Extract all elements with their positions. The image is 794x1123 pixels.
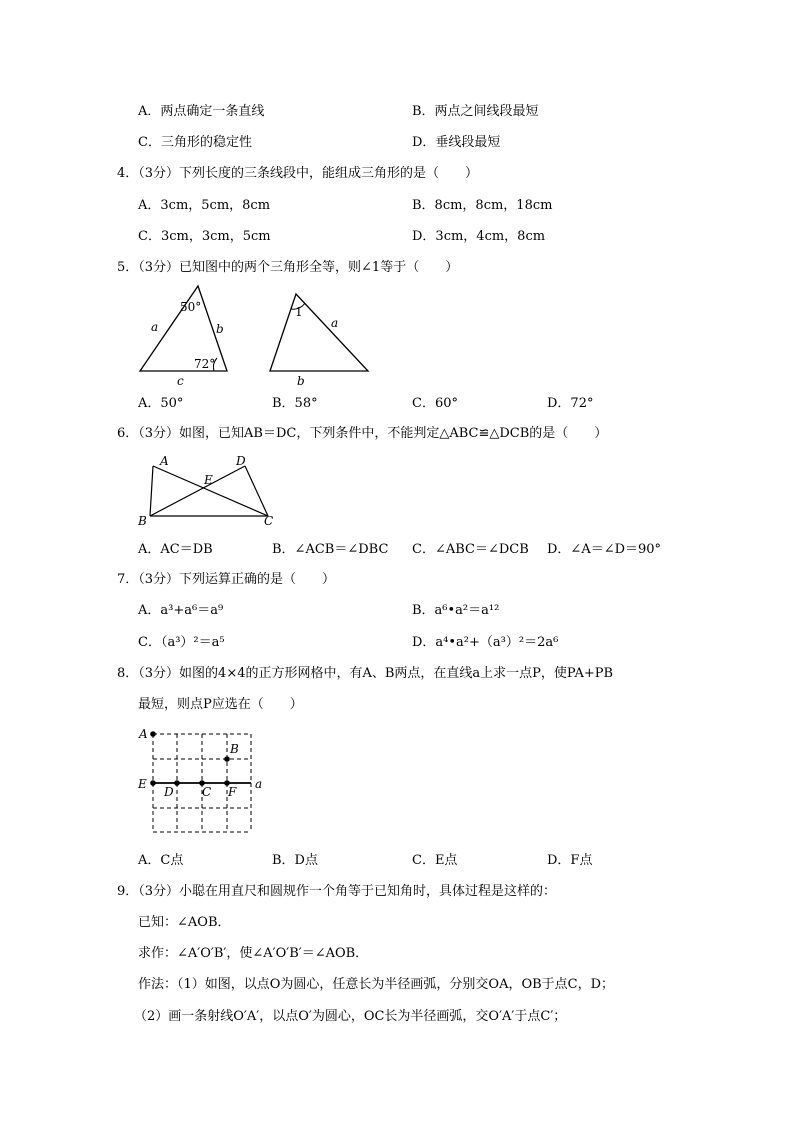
q9-stem: 9．（3分）小聪在用直尺和圆规作一个角等于已知角时，具体过程是这样的： [117, 884, 557, 899]
q9-method-step2: （2）画一条射线O′A′，以点O′为圆心，OC长为半径画弧，交O′A′于点C′； [134, 1009, 567, 1024]
q5-option-b: B．58° [272, 396, 318, 411]
q3-option-d: D．垂线段最短 [412, 135, 501, 150]
q8-label-F: F [228, 785, 237, 799]
q8-option-d: D．F点 [547, 853, 593, 868]
q7-option-b: B．a⁶•a²＝a¹² [412, 603, 500, 618]
q8-grid-figure [132, 722, 277, 840]
q4-option-c: C．3cm，3cm，5cm [138, 229, 271, 244]
q5-t2-side-a-label: a [331, 316, 339, 330]
q6-label-E: E [204, 473, 213, 487]
q6-option-d: D．∠A＝∠D＝90° [547, 542, 662, 557]
q7-stem: 7．（3分）下列运算正确的是（ ） [117, 572, 336, 587]
q7-option-c: C．（a³）²＝a⁵ [138, 635, 225, 650]
q6-label-C: C [264, 514, 274, 528]
q5-stem: 5．（3分）已知图中的两个三角形全等，则∠1等于（ ） [117, 260, 459, 275]
q5-t2-side-b-label: b [297, 374, 305, 388]
q6-option-c: C．∠ABC＝∠DCB [412, 542, 529, 557]
q6-stem: 6．（3分）如图，已知AB＝DC，下列条件中，不能判定△ABC≌△DCB的是（ ） [117, 426, 608, 441]
q8-label-D: D [164, 785, 174, 799]
q7-option-a: A．a³+a⁶＝a⁹ [138, 603, 224, 618]
q5-angle-72-label: 72° [194, 357, 216, 371]
q8-option-a: A．C点 [138, 853, 184, 868]
q5-option-a: A．50° [138, 396, 184, 411]
q5-option-d: D．72° [547, 396, 594, 411]
q8-label-B: B [230, 742, 239, 756]
q8-point-A [150, 731, 156, 737]
q9-known: 已知：∠AOB． [138, 915, 231, 930]
q8-label-a: a [255, 777, 263, 791]
q5-angle-1-label: 1 [295, 305, 303, 319]
q6-option-b: B．∠ACB＝∠DBC [272, 542, 389, 557]
q3-option-b: B．两点之间线段最短 [412, 104, 539, 119]
q4-option-d: D．3cm，4cm，8cm [412, 229, 546, 244]
q6-label-A: A [160, 454, 169, 468]
q5-side-b-label: b [216, 322, 224, 336]
q9-method-step1: 作法：（1）如图，以点O为圆心，任意长为半径画弧，分别交OA，OB于点C，D； [138, 977, 615, 992]
q3-option-c: C．三角形的稳定性 [138, 135, 252, 150]
q5-triangle-2 [270, 294, 368, 371]
q6-label-D: D [236, 454, 246, 468]
q6-trapezoid-figure [135, 450, 285, 532]
q5-side-c-label: c [177, 374, 184, 388]
q8-option-b: B．D点 [272, 853, 318, 868]
q3-option-a: A．两点确定一条直线 [138, 104, 265, 119]
q8-point-D [174, 780, 180, 786]
q8-point-B [224, 756, 230, 762]
q8-label-A: A [139, 727, 148, 741]
q8-option-c: C．E点 [412, 853, 458, 868]
q4-stem: 4．（3分）下列长度的三条线段中，能组成三角形的是（ ） [117, 166, 479, 181]
q8-stem-line2: 最短，则点P应选在（ ） [138, 697, 303, 712]
q7-option-d: D．a⁴•a²+（a³）²＝2a⁶ [412, 635, 559, 650]
q5-side-a-label: a [151, 320, 159, 334]
q9-require: 求作：∠A′O′B′，使∠A′O′B′＝∠AOB． [138, 946, 369, 961]
q4-option-b: B．8cm，8cm，18cm [412, 198, 553, 213]
q5-triangles-figure [130, 280, 380, 390]
q8-label-C: C [202, 785, 212, 799]
q5-angle-50-label: 50° [180, 300, 202, 314]
q6-option-a: A．AC＝DB [138, 542, 213, 557]
q5-option-c: C．60° [412, 396, 458, 411]
q8-point-E [150, 780, 156, 786]
q4-option-a: A．3cm，5cm，8cm [138, 198, 271, 213]
q6-label-B: B [138, 514, 147, 528]
q8-stem-line1: 8．（3分）如图的4×4的正方形网格中，有A、B两点，在直线a上求一点P，使PA+PB [117, 666, 614, 681]
q8-label-E: E [138, 777, 147, 791]
